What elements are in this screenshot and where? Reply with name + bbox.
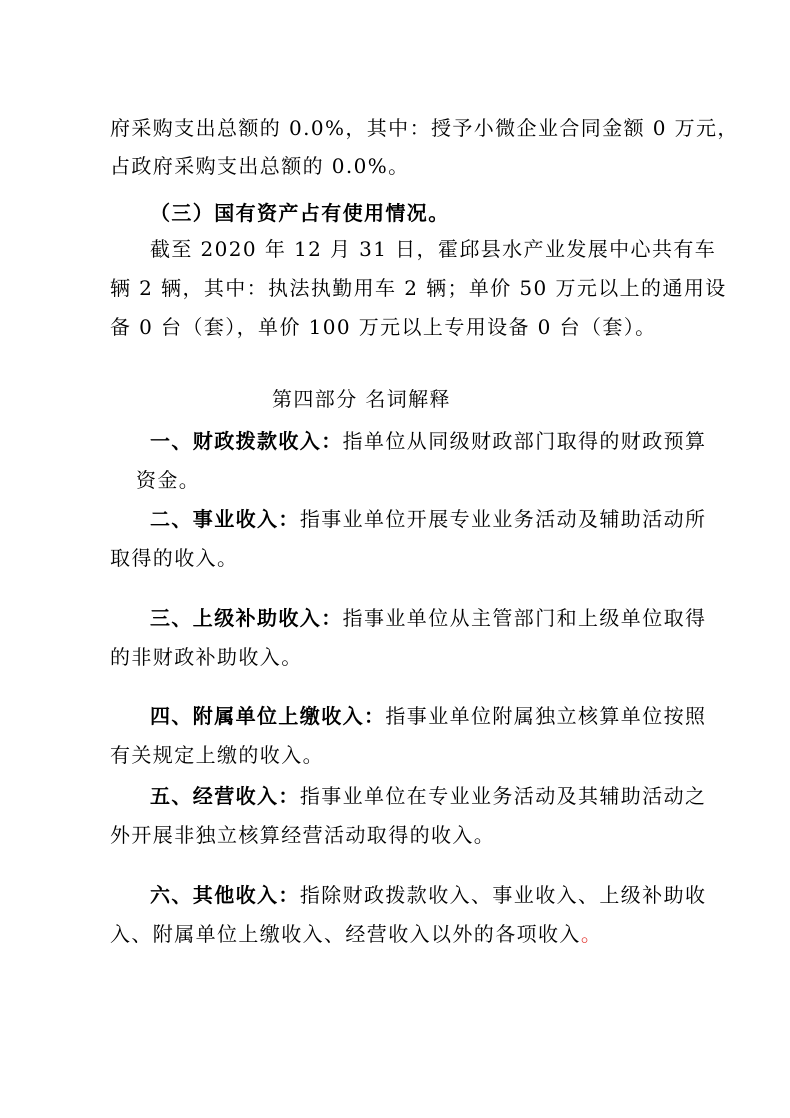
term-1-line-2: 资金。 — [136, 468, 201, 492]
section-3-line-1: 截至 2020 年 12 月 31 日，霍邱县水产业发展中心共有车 — [150, 237, 717, 261]
term-2-line-1 — [150, 506, 706, 532]
term-6-line-1 — [150, 882, 706, 908]
term-3-text: 指事业单位从主管部门和上级单位取得 — [342, 606, 707, 630]
term-2-text: 指事业单位开展专业业务活动及辅助活动所 — [299, 507, 707, 531]
paragraph-1-line-1: 府采购支出总额的 0.0%，其中：授予小微企业合同金额 0 万元， — [110, 116, 739, 140]
term-6-line-2 — [110, 921, 602, 947]
part-4-title: 第四部分 名词解释 — [272, 387, 451, 411]
section-3-heading: （三）国有资产占有使用情况。 — [150, 201, 450, 225]
term-5-line-1 — [150, 783, 706, 809]
term-5-label: 五、经营收入： — [150, 784, 300, 808]
term-4-line-2: 有关规定上缴的收入。 — [110, 743, 324, 767]
term-5-line-2: 外开展非独立核算经营活动取得的收入。 — [110, 823, 496, 847]
section-3-line-2: 辆 2 辆，其中：执法执勤用车 2 辆；单价 50 万元以上的通用设 — [110, 276, 727, 300]
section-3-line-3: 备 0 台（套），单价 100 万元以上专用设备 0 台（套）。 — [110, 315, 657, 339]
paragraph-1-line-2: 占政府采购支出总额的 0.0%。 — [110, 154, 410, 178]
term-6-trailing-mark: 。 — [580, 922, 603, 946]
term-4-text: 指事业单位附属独立核算单位按照 — [385, 704, 707, 728]
term-3-line-2: 的非财政补助收入。 — [110, 645, 303, 669]
term-2-label: 二、事业收入： — [150, 507, 300, 531]
term-1-text: 指单位从同级财政部门取得的财政预算 — [342, 429, 707, 453]
term-6-text-end: 入、附属单位上缴收入、经营收入以外的各项收入 — [110, 922, 581, 946]
term-4-label: 四、附属单位上缴收入： — [150, 704, 386, 728]
term-3-label: 三、上级补助收入： — [150, 606, 343, 630]
term-6-label: 六、其他收入： — [150, 883, 300, 907]
term-1-line-1 — [150, 428, 706, 454]
term-3-line-1 — [150, 605, 706, 631]
term-1-label: 一、财政拨款收入： — [150, 429, 343, 453]
term-4-line-1 — [150, 703, 706, 729]
term-6-text: 指除财政拨款收入、事业收入、上级补助收 — [299, 883, 707, 907]
term-2-line-2: 取得的收入。 — [110, 546, 239, 570]
term-5-text: 指事业单位在专业业务活动及其辅助活动之 — [299, 784, 707, 808]
